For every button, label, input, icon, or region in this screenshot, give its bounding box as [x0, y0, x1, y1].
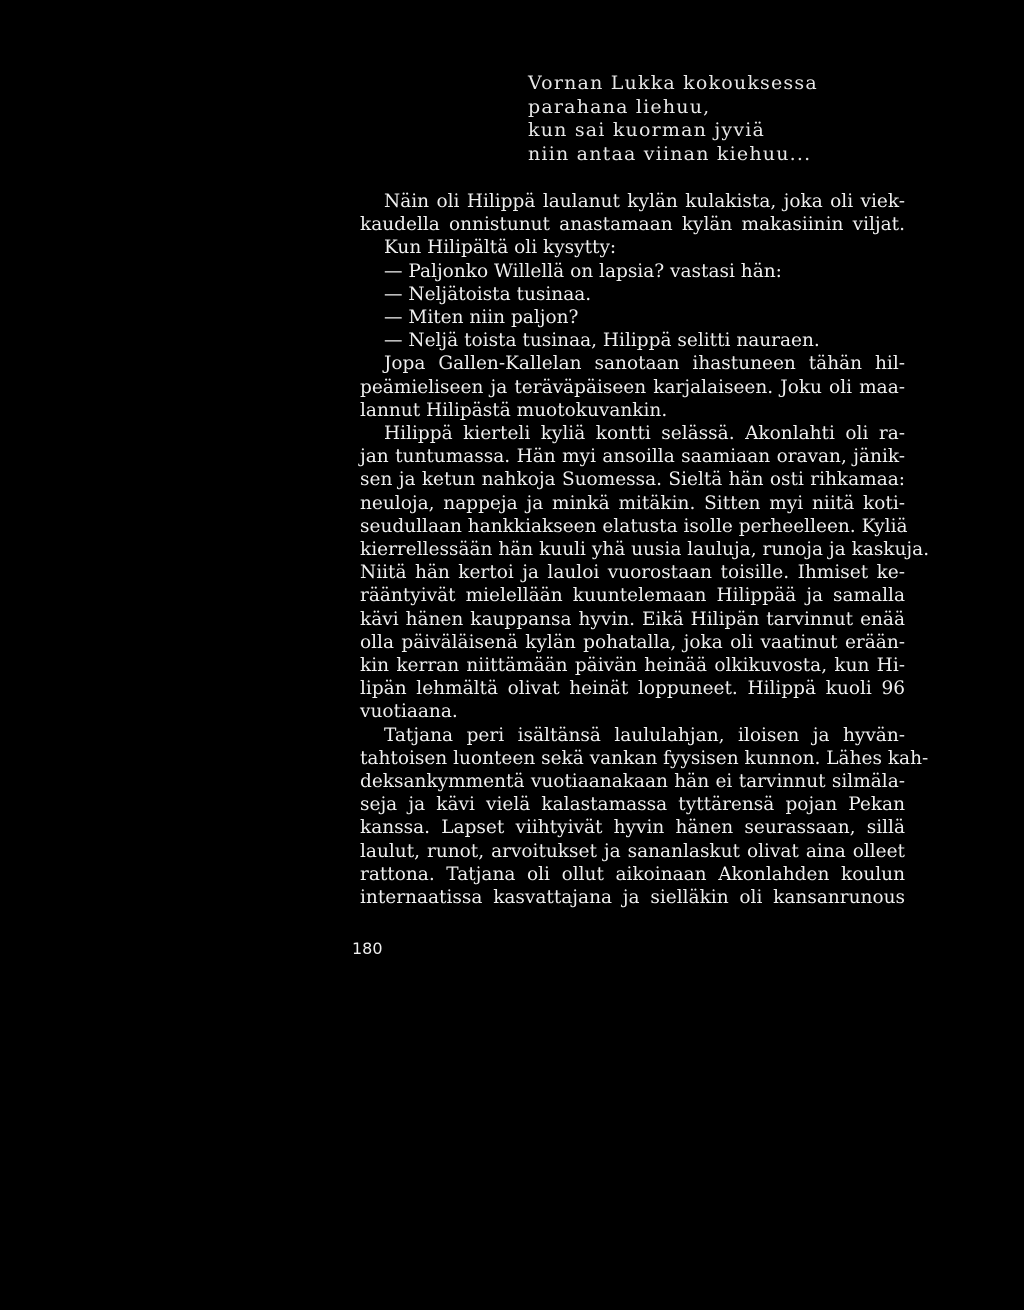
verse-line: parahana liehuu, — [528, 95, 711, 118]
text-line: neuloja, nappeja ja minkä mitäkin. Sitten myi niitä koti- — [360, 492, 905, 514]
verse-line: Vornan Lukka kokouksessa — [528, 72, 818, 94]
text-line: Kun Hilipältä oli kysytty: — [384, 237, 617, 259]
text-line: rattona. Tatjana oli ollut aikoinaan Akonlahden koulun — [360, 863, 905, 885]
text-line: rääntyivät mielellään kuuntelemaan Hilippää ja samalla — [360, 585, 905, 607]
text-line: lannut Hilipästä muotokuvankin. — [360, 399, 668, 421]
text-line: — Paljonko Willellä on lapsia? vastasi hän: — [384, 260, 782, 282]
text-line: Niitä hän kertoi ja lauloi vuorostaan toisille. Ihmiset ke- — [360, 562, 905, 584]
text-line: Näin oli Hilippä laulanut kylän kulakista, joka oli viek- — [384, 191, 905, 212]
text-line: kaudella onnistunut anastamaan kylän makasiinin viljat. — [360, 214, 905, 236]
text-line: vuotiaana. — [360, 701, 458, 723]
text-line: internaatissa kasvattajana ja sielläkin oli kansanrunous — [360, 887, 905, 909]
text-line: — Neljätoista tusinaa. — [384, 283, 592, 305]
text-line: kävi hänen kauppansa hyvin. Eikä Hilipän tarvinnut enää — [360, 608, 905, 630]
text-line: kierrellessään hän kuuli yhä uusia lauluja, runoja ja kaskuja. — [360, 539, 930, 561]
text-line: Tatjana peri isältänsä laululahjan, iloisen ja hyvän- — [384, 724, 905, 746]
text-line: tahtoisen luonteen sekä vankan fyysisen kunnon. Lähes kah- — [360, 747, 929, 769]
poem-verse — [528, 72, 888, 166]
text-line: lipän lehmältä olivat heinät loppuneet. Hilippä kuoli 96 — [360, 678, 905, 700]
text-line: sen ja ketun nahkoja Suomessa. Sieltä hän osti rihkamaa: — [360, 469, 905, 491]
body-text — [360, 190, 930, 909]
text-line: Jopa Gallen-Kallelan sanotaan ihastuneen tähän hil- — [384, 353, 905, 375]
page-number: 180 — [352, 939, 383, 958]
text-line: kin kerran niittämään päivän heinää olkikuvosta, kun Hi- — [360, 655, 905, 677]
text-line: peämieliseen ja teräväpäiseen karjalaiseen. Joku oli maa- — [360, 376, 905, 398]
verse-line: kun sai kuorman jyviä — [528, 119, 766, 141]
text-line: — Neljä toista tusinaa, Hilippä selitti nauraen. — [384, 330, 820, 352]
text-line: — Miten niin paljon? — [384, 307, 579, 329]
text-line: olla päiväläisenä kylän pohatalla, joka oli vaatinut erään- — [360, 631, 905, 653]
text-line: deksankymmentä vuotiaanakaan hän ei tarvinnut silmäla- — [360, 771, 905, 793]
text-line: seja ja kävi vielä kalastamassa tyttärensä pojan Pekan — [360, 794, 905, 816]
text-line: laulut, runot, arvoitukset ja sananlaskut olivat aina olleet — [360, 840, 905, 862]
text-line: kanssa. Lapset viihtyivät hyvin hänen seurassaan, sillä — [360, 817, 905, 839]
text-line: jan tuntumassa. Hän myi ansoilla saamiaan oravan, jänik- — [360, 446, 905, 468]
text-line: Hilippä kierteli kyliä kontti selässä. Akonlahti oli ra- — [384, 423, 905, 445]
text-line: seudullaan hankkiakseen elatusta isolle perheelleen. Kyliä — [360, 515, 908, 537]
verse-line: niin antaa viinan kiehuu... — [528, 142, 812, 165]
